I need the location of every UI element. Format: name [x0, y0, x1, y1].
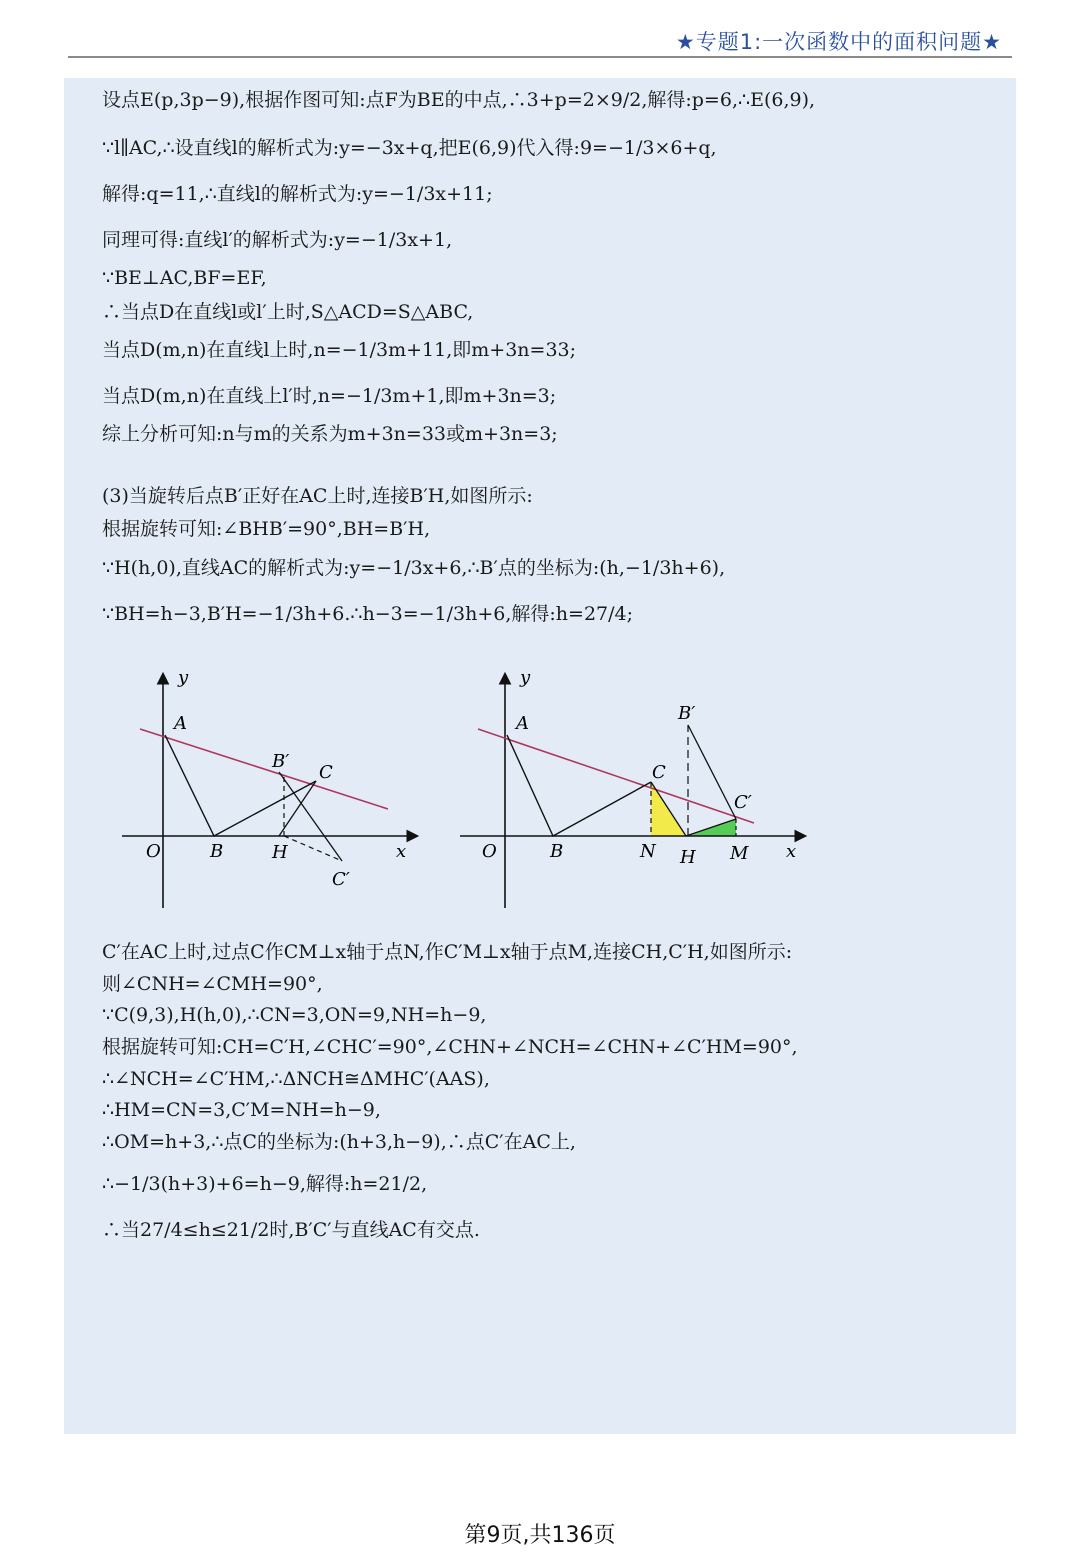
text-line: ∴当点D在直线l或l′上时,S△ACD=S△ABC, [102, 301, 474, 323]
text-line: ∴当27/4≤h≤21/2时,B′C′与直线AC有交点. [102, 1219, 480, 1241]
label-h: H [680, 847, 696, 868]
text-line: 则∠CNH=∠CMH=90°, [102, 973, 323, 995]
text-line: ∵C(9,3),H(h,0),∴CN=3,ON=9,NH=h−9, [102, 1004, 487, 1026]
text-line: 设点E(p,3p−9),根据作图可知:点F为BE的中点,∴3+p=2×9/2,解得:p=6,∴E(6,9), [102, 89, 816, 111]
text-line: ∴HM=CN=3,C′M=NH=h−9, [102, 1099, 381, 1121]
text-line: ∴−1/3(h+3)+6=h−9,解得:h=21/2, [102, 1173, 428, 1195]
label-c: C [319, 762, 333, 783]
text-line: ∵BE⊥AC,BF=EF, [102, 267, 267, 289]
text-line: ∴∠NCH=∠C′HM,∴ΔNCH≅ΔMHC′(AAS), [102, 1068, 490, 1090]
text-line: (3)当旋转后点B′正好在AC上时,连接B′H,如图所示: [102, 485, 533, 507]
figure-left [114, 663, 434, 923]
label-a: A [174, 713, 187, 734]
label-o: O [146, 841, 161, 862]
label-c: C [652, 762, 666, 783]
label-c-prime: C′ [332, 869, 350, 890]
text-line: ∴OM=h+3,∴点C的坐标为:(h+3,h−9),∴点C′在AC上, [102, 1131, 576, 1153]
label-c-prime: C′ [734, 792, 752, 813]
line-ac [478, 729, 754, 823]
text-line: ∵BH=h−3,B′H=−1/3h+6.∴h−3=−1/3h+6,解得:h=27/4; [102, 603, 634, 625]
label-y: y [178, 667, 189, 688]
label-b-prime: B′ [678, 703, 696, 724]
label-b-prime: B′ [272, 751, 290, 772]
text-line: 根据旋转可知:∠BHB′=90°,BH=B′H, [102, 518, 431, 540]
label-h: H [272, 842, 288, 863]
label-n: N [640, 841, 656, 862]
figure-right [454, 663, 824, 923]
text-line: 根据旋转可知:CH=C′H,∠CHC′=90°,∠CHN+∠NCH=∠CHN+∠C′HM=90°, [102, 1036, 798, 1058]
text-line: C′在AC上时,过点C作CM⊥x轴于点N,作C′M⊥x轴于点M,连接CH,C′H,如图所示: [102, 941, 793, 963]
text-line: 综上分析可知:n与m的关系为m+3n=33或m+3n=3; [102, 423, 558, 445]
label-a: A [516, 713, 529, 734]
triangle-abc [165, 735, 316, 836]
label-x: x [786, 841, 797, 862]
label-b: B [210, 841, 224, 862]
label-o: O [482, 841, 497, 862]
line-ac [140, 729, 388, 809]
text-line: 当点D(m,n)在直线上l′时,n=−1/3m+1,即m+3n=3; [102, 385, 557, 407]
page-number: 第9页,共136页 [464, 1523, 616, 1548]
text-line: 当点D(m,n)在直线l上时,n=−1/3m+11,即m+3n=33; [102, 339, 577, 361]
solution-panel [64, 78, 1016, 1434]
text-line: ∵l∥AC,∴设直线l的解析式为:y=−3x+q,把E(6,9)代入得:9=−1/3×6+q, [102, 137, 717, 159]
text-line: ∵H(h,0),直线AC的解析式为:y=−1/3x+6,∴B′点的坐标为:(h,−1/3h+6), [102, 557, 726, 579]
text-line: 同理可得:直线l′的解析式为:y=−1/3x+1, [102, 229, 453, 251]
triangle-abc [507, 735, 651, 836]
label-y: y [520, 667, 531, 688]
segment-bprime-cprime [688, 725, 736, 819]
text-line: 解得:q=11,∴直线l的解析式为:y=−1/3x+11; [102, 183, 493, 205]
label-m: M [730, 843, 749, 864]
label-b: B [550, 841, 564, 862]
header-divider [68, 56, 1012, 58]
header-title: ★专题1:一次函数中的面积问题★ [675, 30, 1002, 54]
label-x: x [396, 841, 407, 862]
